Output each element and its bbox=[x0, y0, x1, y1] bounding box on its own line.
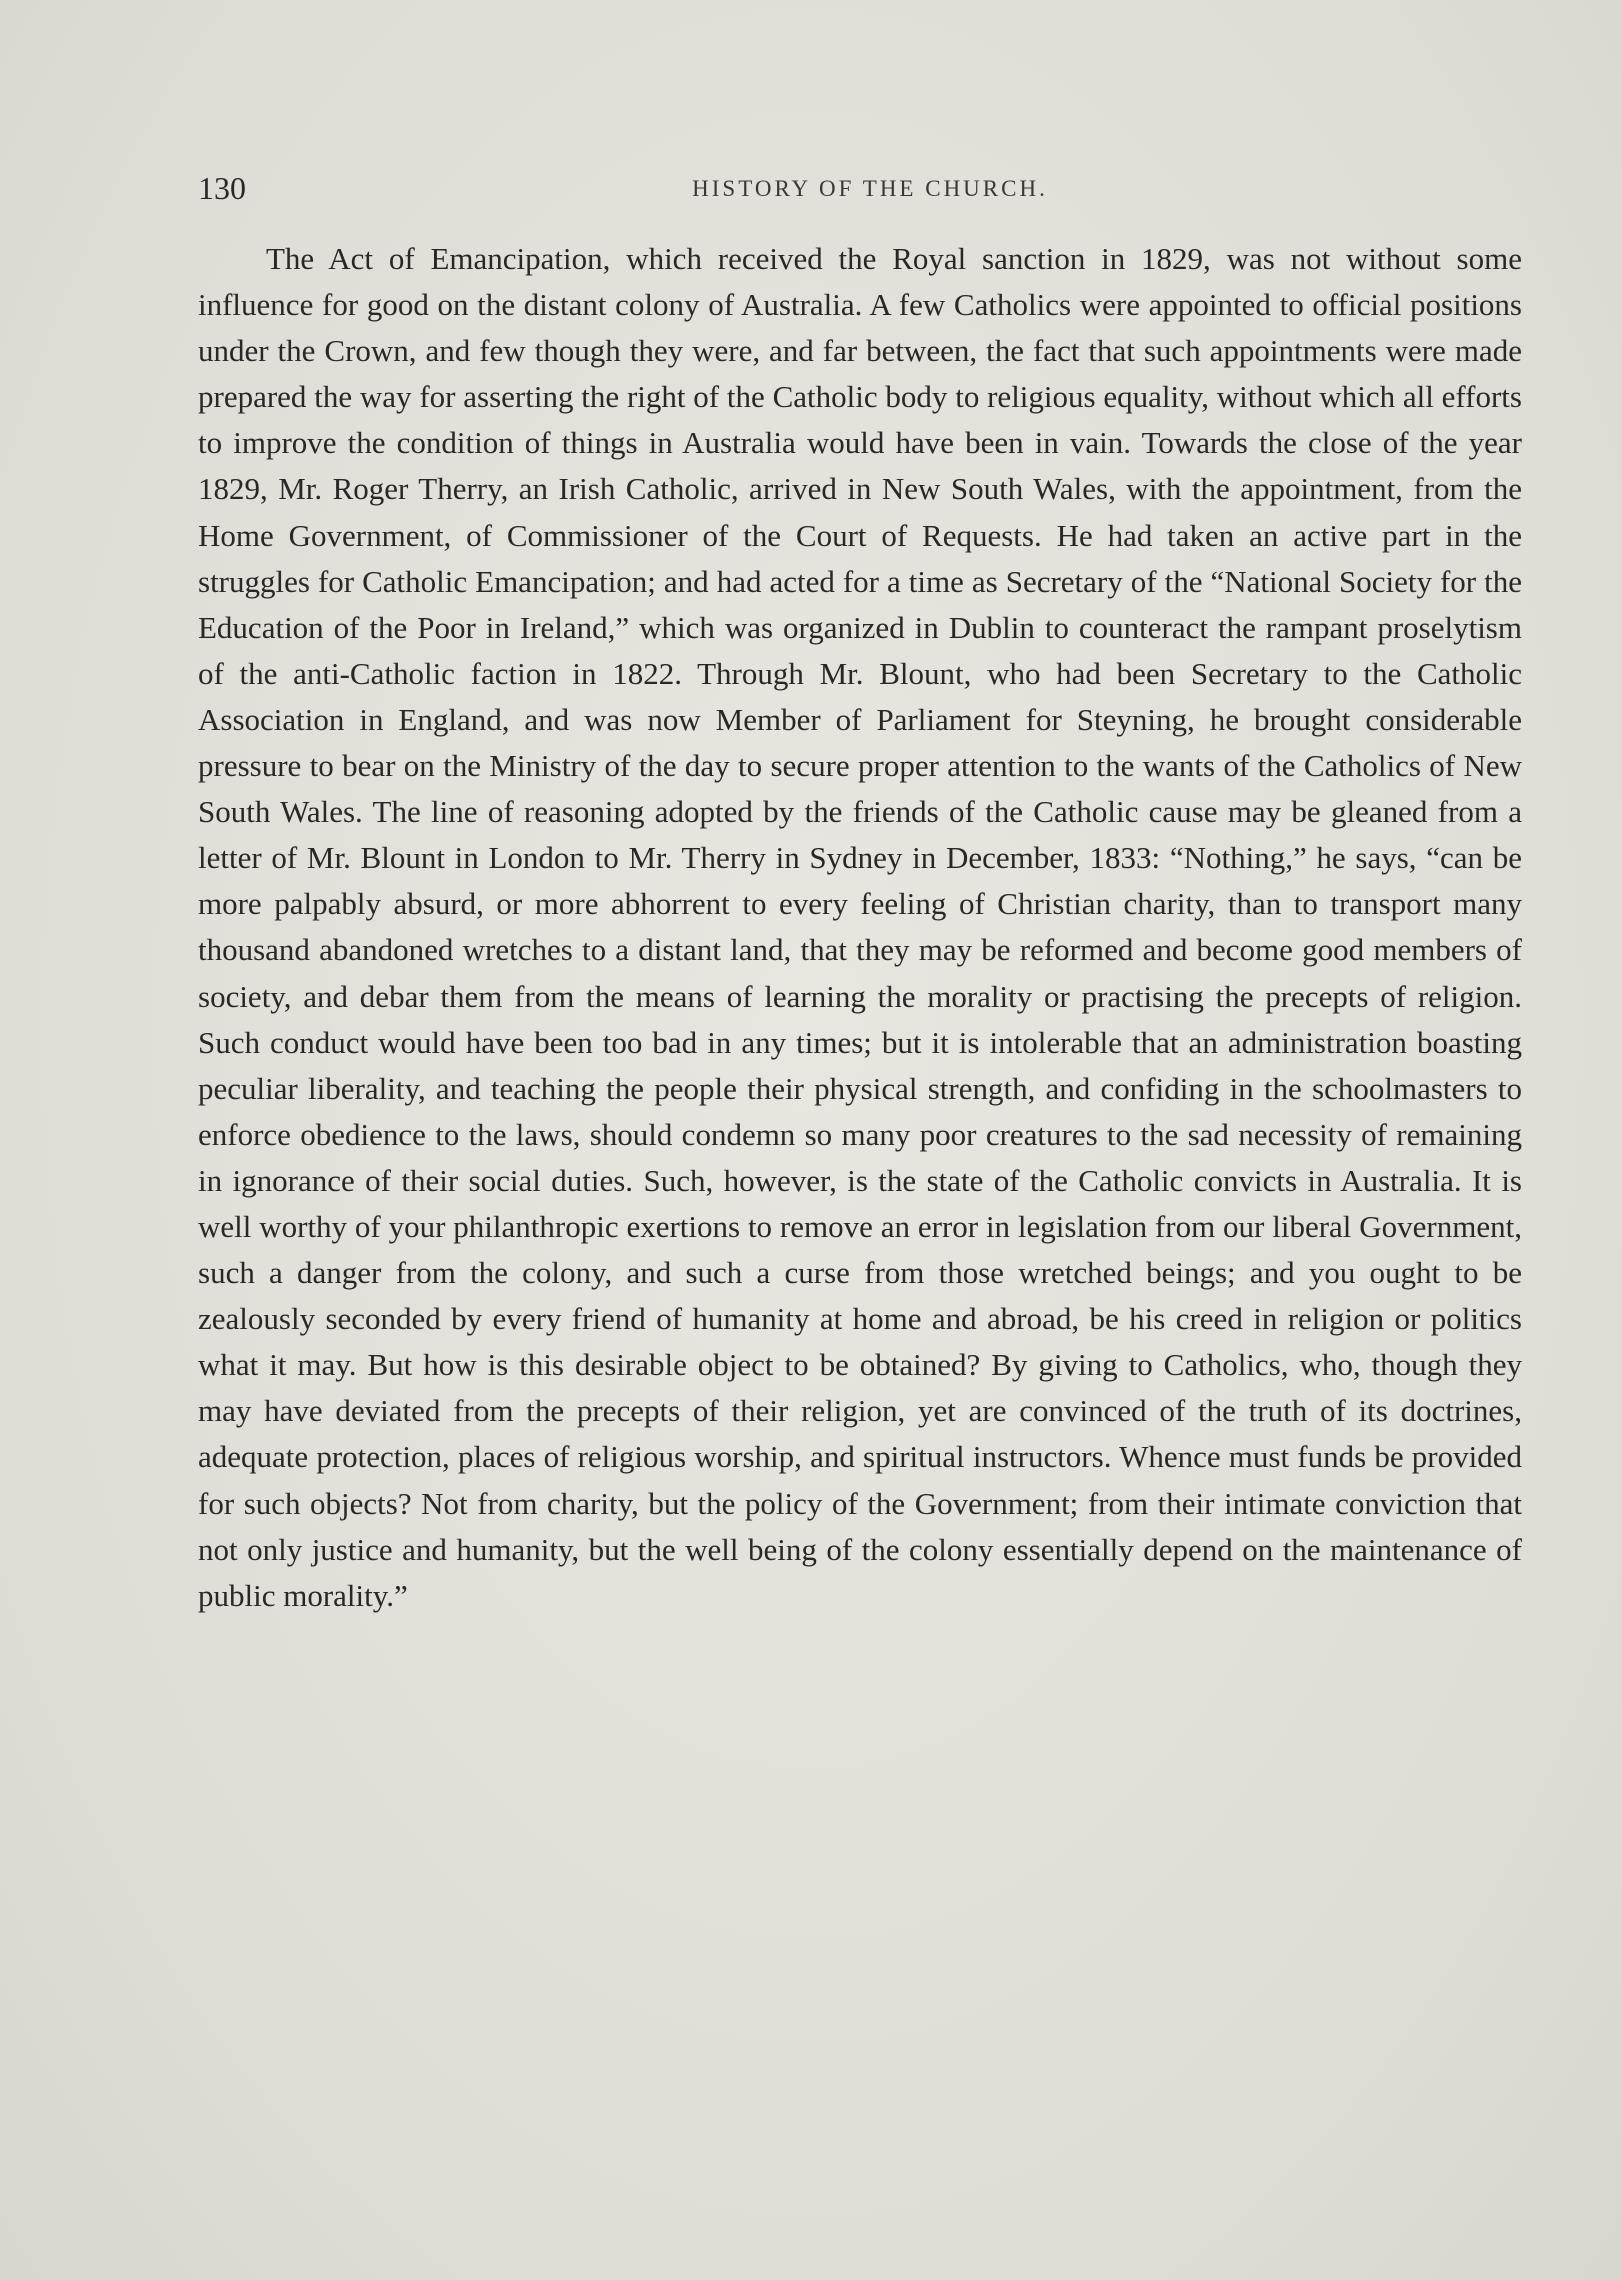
running-title: HISTORY OF THE CHURCH. bbox=[692, 176, 1048, 201]
running-head bbox=[198, 170, 1522, 218]
body-paragraph: The Act of Emancipation, which received the Royal sanction in 1829, was not without some influence for good on the distant colony of Australia. A few Catholics were appointed to official positions under the Crown, and few though they were, and far between, the fact that such appointments were made prepared the way for asserting the right of the Catholic body to religious equality, without which all efforts to improve the condition of things in Australia would have been in vain. Towards the close of the year 1829, Mr. Roger Therry, an Irish Catholic, arrived in New South Wales, with the appointment, from the Home Government, of Commissioner of the Court of Requests. He had taken an active part in the struggles for Catholic Emancipation; and had acted for a time as Secretary of the “National Society for the Education of the Poor in Ireland,” which was organized in Dublin to counteract the rampant proselytism of the anti-Catholic faction in 1822. Through Mr. Blount, who had been Secretary to the Catholic Association in England, and was now Member of Parliament for Steyning, he brought considerable pressure to bear on the Ministry of the day to secure proper attention to the wants of the Catholics of New South Wales. The line of reasoning adopted by the friends of the Catholic cause may be gleaned from a letter of Mr. Blount in London to Mr. Therry in Sydney in December, 1833: “Nothing,” he says, “can be more palpably absurd, or more abhorrent to every feeling of Christian charity, than to transport many thousand abandoned wretches to a distant land, that they may be reformed and become good members of society, and debar them from the means of learning the morality or practising the precepts of religion. Such conduct would have been too bad in any times; but it is intolerable that an administration boasting peculiar liberality, and teaching the people their physical strength, and confiding in the schoolmasters to enforce obedience to the laws, should condemn so many poor creatures to the sad necessity of remaining in ignorance of their social duties. Such, however, is the state of the Catholic convicts in Australia. It is well worthy of your philanthropic exertions to remove an error in legislation from our liberal Government, such a danger from the colony, and such a curse from those wretched beings; and you ought to be zealously seconded by every friend of humanity at home and abroad, be his creed in religion or politics what it may. But how is this desirable object to be obtained? By giving to Catholics, who, though they may have deviated from the precepts of their religion, yet are convinced of the truth of its doctrines, adequate protection, places of religious worship, and spiritual instructors. Whence must funds be provided for such objects? Not from charity, but the policy of the Government; from their intimate conviction that not only justice and humanity, but the well being of the colony essentially depend on the maintenance of public morality.” bbox=[198, 241, 1522, 1613]
book-page bbox=[198, 160, 1522, 2060]
page-number: 130 bbox=[198, 170, 246, 206]
